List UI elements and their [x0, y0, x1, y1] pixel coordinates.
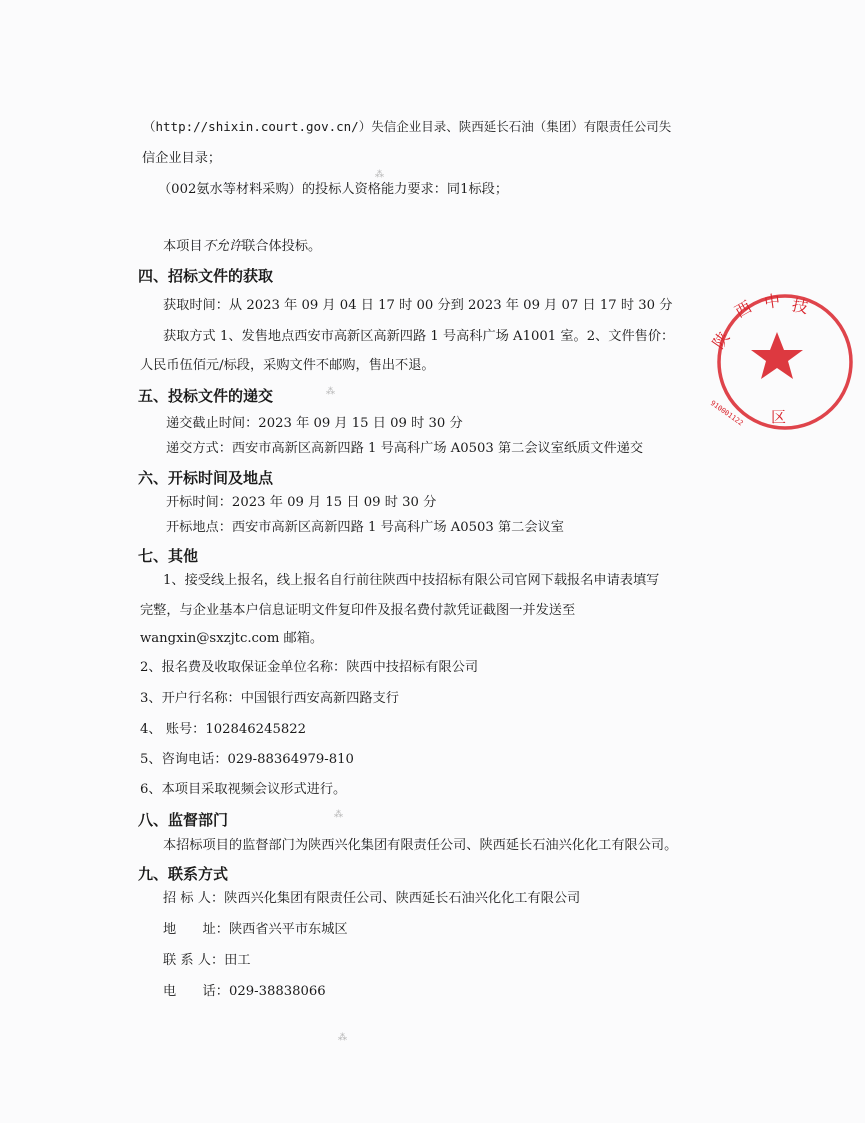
other-item-6: 6、本项目采取视频会议形式进行。: [140, 782, 347, 797]
other-item-3: 3、开户行名称：中国银行西安高新四路支行: [140, 691, 399, 706]
seal-star-icon: [751, 332, 803, 379]
faint-mark: ⁂: [375, 170, 384, 180]
consortium-suffix: 联合体投标。: [242, 239, 322, 254]
contact-tenderer: [163, 890, 580, 908]
consortium-handwritten: 不允许: [202, 239, 243, 254]
opening-place: 开标地点：西安市高新区高新四路 1 号高科广场 A0503 第二会议室: [166, 520, 564, 535]
heading-section-9: 九、联系方式: [138, 865, 229, 883]
submit-method: 递交方式：西安市高新区高新四路 1 号高科广场 A0503 第二会议室纸质文件递交: [166, 441, 644, 456]
body-line-3: （002氨水等材料采购）的投标人资格能力要求：同1标段；: [158, 182, 509, 197]
submit-deadline: 递交截止时间：2023 年 09 月 15 日 09 时 30 分: [166, 416, 463, 431]
supervision-text: 本招标项目的监督部门为陕西兴化集团有限责任公司、陕西延长石油兴化化工有限公司。: [163, 838, 678, 853]
contact-phone: [163, 983, 326, 1001]
heading-section-4: 四、招标文件的获取: [138, 267, 274, 285]
other-item-5: 5、咨询电话：029-88364979-810: [140, 752, 354, 767]
seal-code: 910001122: [708, 399, 745, 428]
phone-label: 电 话：: [163, 984, 229, 999]
tenderer-value: 陕西兴化集团有限责任公司、陕西延长石油兴化化工有限公司: [224, 891, 581, 906]
heading-section-5: 五、投标文件的递交: [138, 387, 274, 405]
contact-address: [163, 921, 348, 939]
body-line-1: （http://shixin.court.gov.cn/）失信企业目录、陕西延长石油（集团）有限责任公司失: [143, 119, 672, 134]
faint-mark: ⁂: [334, 810, 343, 820]
phone-value: 029-38838066: [228, 984, 326, 999]
consortium-line: [163, 238, 321, 256]
address-label: 地 址：: [163, 922, 229, 937]
other-item-1: 1、接受线上报名，线上报名自行前往陕西中技招标有限公司官网下载报名申请表填写: [163, 573, 660, 588]
heading-section-8: 八、监督部门: [138, 811, 229, 829]
contact-label: 联 系 人：: [163, 953, 225, 968]
other-item-1-email: wangxin@sxzjtc.com 邮箱。: [140, 631, 324, 646]
seal-bottom-text: 区: [771, 408, 787, 426]
other-item-4: 4、 账号：102846245822: [140, 722, 307, 737]
contact-person: [163, 952, 251, 970]
seal-text-1: 陕: [708, 328, 734, 353]
other-item-2: 2、报名费及收取保证金单位名称：陕西中技招标有限公司: [140, 660, 479, 675]
seal-text-3: 中: [762, 290, 782, 312]
other-item-1-cont: 完整，与企业基本户信息证明文件复印件及报名费付款凭证截图一并发送至: [140, 603, 576, 618]
consortium-prefix: 本项目: [163, 239, 203, 254]
obtain-method-cont: 人民币伍佰元/标段，采购文件不邮购，售出不退。: [140, 358, 435, 373]
heading-section-7: 七、其他: [138, 547, 199, 565]
tenderer-label: 招 标 人：: [163, 891, 225, 906]
address-value: 陕西省兴平市东城区: [228, 922, 348, 937]
seal-text-4: 技: [790, 295, 810, 318]
seal-text-2: 西: [731, 297, 755, 322]
official-seal: [705, 288, 815, 438]
contact-value: 田工: [224, 953, 251, 968]
faint-mark: ⁂: [338, 1033, 347, 1043]
opening-time: 开标时间：2023 年 09 月 15 日 09 时 30 分: [166, 495, 437, 510]
heading-section-6: 六、开标时间及地点: [138, 469, 274, 487]
obtain-method: 获取方式 1、发售地点西安市高新区高新四路 1 号高科广场 A1001 室。2、文件售价：: [163, 329, 675, 344]
body-line-2: 信企业目录；: [142, 151, 222, 166]
obtain-time: 获取时间：从 2023 年 09 月 04 日 17 时 00 分到 2023 年 09 月 07 日 17 时 30 分: [163, 298, 673, 313]
faint-mark: ⁂: [326, 387, 335, 397]
seal-icon: [705, 288, 865, 438]
